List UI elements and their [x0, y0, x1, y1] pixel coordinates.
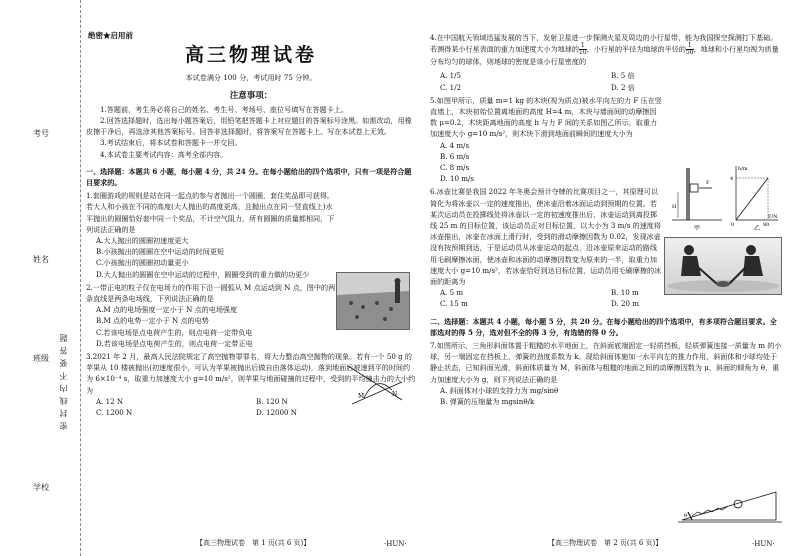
q5-option-d: D. 10 m/s [440, 174, 474, 184]
notice-item: 4.本试卷主要考试内容：高考全部内容。 [100, 149, 228, 159]
ring-toss-illustration [337, 273, 409, 329]
q4-fraction-a-num: 1 [580, 42, 585, 50]
q6-stem: 6.冰壶比赛是我国 2022 年冬奥会预计夺牌的比赛项目之一，其原理可以简化为将冰壶以一定的速度推出，使冰壶沿着冰面运动到预期的位置。若某次运动员在投掷线处将冰壶以一定的初速度推出后，冰壶运动到离投掷线 25 m 的目标位置，该运动员正对目标位置，以大小为 3 m/s 的速度将冰壶推出，冰壶在冰面上滑行时，受到的滑动摩擦因数为 0.02，发现冰壶没有按预期到达，于是运动员从冰壶运动的起点，沿冰壶原来运动的路线用毛刷摩擦冰面，使冰壶和冰面的动摩擦因数变为原来的一半，取重力加速度大小 g=10 m/s²，若冰壶恰好到达目标位置，运动员用毛刷摩擦的冰面的距离为 [430, 187, 662, 287]
axis-f-label: F/N [768, 214, 778, 220]
footer-left-hun: ·HUN· [384, 540, 407, 548]
q1-option-c: C.小孩抛出的圆圈初动量更小 [96, 258, 189, 268]
q2-stem: 2.一带正电的粒子仅在电场力的作用下沿一圆弧从 M 点运动到 N 点，图中的两条直线是两条电场线，下列说法正确的是 [86, 282, 336, 304]
q2-option-b: B.M 点的电势一定小于 N 点的电势 [96, 316, 209, 326]
exam-no-label: 考号 [33, 129, 49, 138]
wall-block-figures [672, 162, 782, 232]
binding-strip [0, 0, 81, 556]
q6-option-d: D. 20 m [611, 299, 639, 309]
q3-option-c: C. 1200 N [96, 408, 133, 418]
q2-option-c: C.若该电场是点电荷产生的，则点电荷一定带负电 [96, 327, 253, 337]
secret-mark: 绝密★启用前 [88, 31, 133, 40]
svg-text:F: F [706, 180, 710, 186]
school-label: 学校 [33, 483, 49, 492]
q4-fraction-a [579, 43, 587, 56]
q1-option-b: B.小孩抛出的圆圈在空中运动的时间更短 [96, 247, 225, 257]
q4-options [430, 70, 782, 92]
q5-option-b: B. 6 m/s [440, 151, 470, 161]
q4-stem-2: ，小行星的半径为地球的半径的 [586, 44, 686, 54]
q2-option-a: A.M 点的电场强度一定小于 N 点的电场强度 [96, 305, 238, 315]
axis-0-label: 0 [731, 222, 735, 228]
q4-option-a: A. 1/5 [440, 71, 462, 81]
q7-option-a: A. 斜面体对小球的支持力为 mg/sinθ [440, 385, 559, 395]
axis-80-label: 80 [763, 222, 770, 228]
fig-jia-label: 甲 [694, 225, 701, 232]
notice-item: 3.考试结束后，将本试卷和答题卡一并交回。 [100, 138, 242, 148]
question-7 [430, 340, 782, 407]
curling-photo [664, 237, 782, 295]
q6-option-b: B. 10 m [611, 288, 639, 298]
footer-left: 【高三物理试卷 第 1 页(共 6 页)】 [196, 539, 311, 547]
svg-text:H: H [672, 204, 677, 210]
q5-option-c: C. 8 m/s [440, 163, 470, 173]
notice-heading: 注意事项： [229, 90, 273, 101]
q4-stem: 4.在中国航天领域迅猛发展的当下，发射卫星进一步探测火星及周边的小行星带，能为我国探空探测打下基础。若测得某小行星表面的重力加速度大小为地球的 [430, 33, 778, 54]
q4-option-c: C. 1/2 [440, 82, 462, 92]
incline-spring-figure [678, 486, 782, 526]
name-label: 姓名 [33, 255, 49, 264]
q4-fraction-b [686, 43, 694, 56]
q5-option-a: A. 4 m/s [440, 140, 470, 150]
notice-item: 1.答题前，考生务必将自己的姓名、考生号、考场号、座位号填写在答题卡上。 [100, 104, 348, 114]
section2-heading: 二、选择题：本题共 4 小题，每小题 5 分，共 20 分。在每小题给出的四个选项中，有多项符合题目要求。全部选对的得 5 分，选对但不全的得 3 分，有选错的得 0 分。 [430, 316, 777, 337]
notice-item: 2.回答选择题时，选出每小题答案后，用铅笔把答题卡上对应题目的答案标号涂黑。如需改动，用橡皮擦干净后，再选涂其他答案标号。回答非选择题时，将答案写在答题卡上。写在本试卷上无效。 [86, 116, 412, 137]
ring-toss-photo [336, 272, 410, 330]
electric-field-figure [342, 360, 408, 410]
svg-text:θ: θ [684, 513, 688, 519]
footer-right: 【高三物理试卷 第 2 页(共 6 页)】 [548, 539, 663, 547]
q3-stem: 3.2021 年 2 月，最高人民法院规定了高空抛物罪罪名，将大力整治高空抛物的现象。若有一个 50 g 的苹果从 10 楼被抛出(初速度很小，可认为苹果被抛出后做自由落体运动)，落到地面后被速到平的时间约为 6×10⁻⁴ s，取重力加速度大小 g=10 m/s²，则苹果与地面碰撞的过程中，受到的平均撞击力的大小约为 [86, 352, 416, 395]
q4-option-d: D. 2 倍 [611, 82, 635, 92]
question-4 [430, 32, 782, 93]
q6-option-c: C. 15 m [440, 299, 468, 309]
section1-heading: 一、选择题：本题共 6 小题，每小题 4 分，共 24 分。在每小题给出的四个选项中，只有一项是符合题目要求的。 [86, 166, 412, 188]
q6-option-a: A. 5 m [440, 288, 464, 298]
q4-fraction-b-num: 1 [687, 42, 692, 50]
page-title: 高三物理试卷 [184, 44, 317, 67]
exam-info: 本试卷满分 100 分，考试用时 75 分钟。 [185, 73, 317, 83]
curling-illustration [665, 238, 781, 294]
fig-yi-label: 乙 [754, 225, 761, 232]
q7-option-b: B. 弹簧的压缩量为 mgsinθ/k [440, 397, 535, 407]
q4-fraction-a-den: 10 [578, 49, 587, 57]
question-1 [86, 190, 416, 280]
q4-option-b: B. 5 倍 [611, 71, 635, 81]
seal-warning: 密 封 线 内 不 要 答 题 [59, 333, 68, 430]
q3-option-b: B. 120 N [256, 396, 288, 406]
q3-option-a: A. 12 N [96, 396, 124, 406]
q4-stem-3: ，地球和小行星均视为质量分布均匀的球体，则地球的密度是该小行星密度的 [430, 44, 779, 67]
q7-stem: 7.如图所示，三角形斜面体置于粗糙的水平地面上，在斜面底端固定一轻质挡板，轻质弹簧连接一质量为 m 的小球，另一端固定在挡板上，弹簧的劲度系数为 k。现给斜面体施加一水平向左的推力作用，斜面体和小球均处于静止状态，已知斜面光滑，斜面体质量为 M，斜面体与粗糙的地面之间的动摩擦因数为 μ，斜面的倾角为 θ，重力加速度大小为 g，则下列说法正确的是 [430, 341, 782, 384]
axis-4-label: 4 [730, 176, 734, 182]
q1-option-a: A.大人抛出的圆圈初速度更大 [96, 236, 189, 246]
q3-option-d: D. 12000 N [256, 408, 297, 418]
q4-fraction-b-den: 50 [685, 49, 694, 57]
q2-option-d: D.若该电场是点电荷产生的，则点电荷一定带正电 [96, 338, 253, 348]
class-label: 班级 [33, 354, 49, 363]
q5-stem: 5.如图甲所示，质量 m=1 kg 的木块(视为质点)被水平向左的力 F 压在竖直墙上，木块初始位置离地面的高度 H=4 m，木块与墙面间的动摩擦因数 μ=0.2，木块距离地面的高度 h 与力 F 间的关系如图乙所示，取重力加速度大小 g=10 m/s²，则木块下滑到地面前瞬间的速度大小为 [430, 95, 662, 139]
q1-stem: 1.套圈游戏的规则是站在同一起点的参与者抛出一个圆圈，套住奖品即可获得。若大人和小孩在不同的高度(大人抛出的高度更高，且抛出点在同一竖直线上)水平抛出的圆圈恰好套中同一个奖品，不计空气阻力，所有圆圈的质量都相同，下列说法正确的是 [86, 191, 335, 234]
axis-h-label: h/m [738, 166, 748, 172]
svg-text:N: N [392, 391, 398, 398]
q1-option-d: D.大人抛出的圆圈在空中运动的过程中，圆圈受到的重力做的功更少 [96, 269, 310, 279]
footer-right-hun: ·HUN· [752, 540, 775, 548]
svg-text:M: M [358, 393, 365, 400]
